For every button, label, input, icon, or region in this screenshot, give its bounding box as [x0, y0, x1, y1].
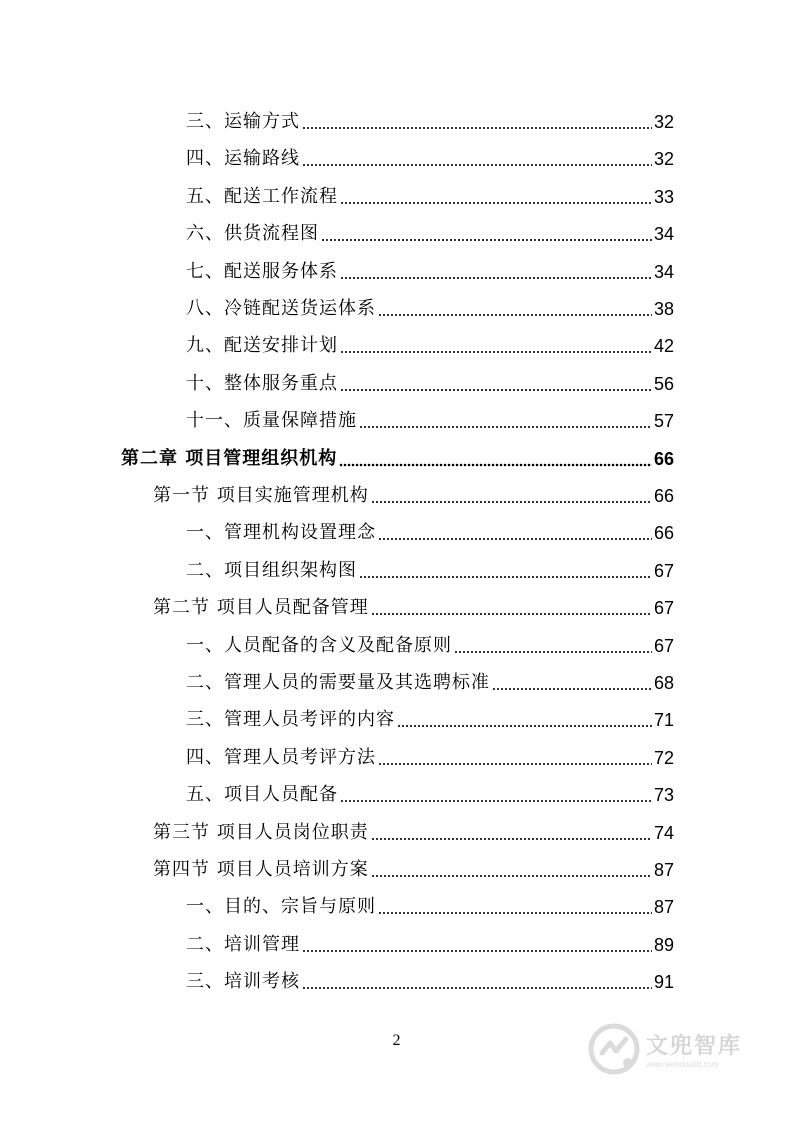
toc-entry-page: 73	[653, 785, 674, 805]
toc-leader-dots	[371, 482, 652, 504]
toc-leader-dots	[359, 557, 652, 579]
toc-leader-dots	[339, 445, 652, 467]
toc-entry[interactable]	[186, 254, 674, 284]
toc-entry-page: 66	[653, 523, 674, 543]
toc-entry-label: 六、供货流程图	[186, 223, 319, 244]
toc-entry-label: 第二节 项目人员配备管理	[153, 597, 369, 618]
toc-leader-dots	[340, 332, 652, 354]
toc-entry[interactable]	[153, 815, 674, 845]
toc-leader-dots	[340, 370, 652, 392]
toc-entry[interactable]	[186, 927, 674, 957]
toc-entry[interactable]	[153, 478, 674, 508]
toc-leader-dots	[302, 145, 652, 167]
toc-entry-page: 67	[653, 561, 674, 581]
toc-entry[interactable]	[186, 291, 674, 321]
toc-entry-page: 34	[653, 224, 674, 244]
toc-entry-page: 66	[653, 449, 674, 469]
toc-leader-dots	[340, 183, 652, 205]
toc-entry[interactable]	[186, 665, 674, 695]
toc-entry-label: 五、配送工作流程	[186, 186, 338, 207]
toc-entry-page: 56	[653, 374, 674, 394]
toc-leader-dots	[371, 819, 652, 841]
toc-leader-dots	[378, 519, 652, 541]
watermark-logo-icon	[588, 1023, 640, 1075]
toc-entry-page: 87	[653, 860, 674, 880]
toc-entry[interactable]	[186, 403, 674, 433]
toc-entry[interactable]	[186, 964, 674, 994]
toc-entry-label: 十、整体服务重点	[186, 373, 338, 394]
toc-entry-label: 四、管理人员考评方法	[186, 747, 376, 768]
toc-entry-page: 68	[653, 673, 674, 693]
toc-entry-page: 74	[653, 823, 674, 843]
toc-entry-label: 四、运输路线	[186, 148, 300, 169]
toc-entry-label: 第一节 项目实施管理机构	[153, 485, 369, 506]
toc-entry-page: 33	[653, 187, 674, 207]
toc-entry-page: 57	[653, 411, 674, 431]
toc-entry-page: 67	[653, 598, 674, 618]
toc-entry-label: 一、目的、宗旨与原则	[186, 896, 376, 917]
toc-entry[interactable]	[186, 366, 674, 396]
toc-leader-dots	[378, 744, 652, 766]
toc-entry-page: 32	[653, 112, 674, 132]
toc-entry-label: 八、冷链配送货运体系	[186, 298, 376, 319]
toc-entry-label: 三、管理人员考评的内容	[186, 709, 395, 730]
toc-entry[interactable]	[186, 515, 674, 545]
toc-leader-dots	[302, 931, 652, 953]
toc-leader-dots	[454, 632, 652, 654]
toc-entry[interactable]	[186, 179, 674, 209]
toc-entry-label: 一、人员配备的含义及配备原则	[186, 635, 452, 656]
toc-leader-dots	[359, 407, 652, 429]
toc-entry-label: 七、配送服务体系	[186, 261, 338, 282]
toc-entry-label: 第三节 项目人员岗位职责	[153, 822, 369, 843]
toc-entry[interactable]	[186, 628, 674, 658]
toc-entry-page: 42	[653, 336, 674, 356]
toc-leader-dots	[492, 669, 652, 691]
toc-entry-label: 第二章 项目管理组织机构	[121, 448, 338, 469]
toc-leader-dots	[371, 594, 652, 616]
toc-leader-dots	[378, 893, 652, 915]
toc-entry-label: 三、运输方式	[186, 111, 300, 132]
toc-entry-page: 66	[653, 486, 674, 506]
toc-entry-label: 二、管理人员的需要量及其选聘标准	[186, 672, 490, 693]
toc-entry[interactable]	[186, 216, 674, 246]
toc-entry[interactable]	[186, 328, 674, 358]
toc-entry-label: 第四节 项目人员培训方案	[153, 859, 369, 880]
watermark	[588, 1020, 758, 1078]
toc-entry-page: 71	[653, 710, 674, 730]
toc-entry-page: 91	[653, 972, 674, 992]
watermark-url: www.wendoulib.com	[646, 1060, 719, 1069]
toc-leader-dots	[378, 295, 652, 317]
toc-entry-label: 十一、质量保障措施	[186, 410, 357, 431]
toc-entry-label: 二、项目组织架构图	[186, 560, 357, 581]
toc-entry-page: 87	[653, 897, 674, 917]
toc-leader-dots	[340, 258, 652, 280]
toc-leader-dots	[340, 781, 652, 803]
toc-entry-label: 三、培训考核	[186, 971, 300, 992]
toc-entry-page: 38	[653, 299, 674, 319]
toc-entry-label: 二、培训管理	[186, 934, 300, 955]
toc-entry-page: 32	[653, 149, 674, 169]
toc-entry[interactable]	[121, 441, 674, 471]
toc-entry-page: 72	[653, 748, 674, 768]
toc-leader-dots	[321, 220, 652, 242]
toc-entry[interactable]	[153, 590, 674, 620]
toc-entry-label: 一、管理机构设置理念	[186, 522, 376, 543]
toc-entry[interactable]	[186, 104, 674, 134]
toc-entry[interactable]	[186, 702, 674, 732]
toc-leader-dots	[371, 856, 652, 878]
toc-leader-dots	[302, 968, 652, 990]
toc-entry[interactable]	[186, 740, 674, 770]
toc-entry-page: 89	[653, 935, 674, 955]
toc-entry-page: 34	[653, 262, 674, 282]
toc-leader-dots	[397, 706, 652, 728]
watermark-name: 文兜智库	[646, 1034, 743, 1059]
toc-leader-dots	[302, 108, 652, 130]
toc-entry[interactable]	[186, 553, 674, 583]
toc-entry[interactable]	[186, 777, 674, 807]
toc-entry[interactable]	[186, 141, 674, 171]
toc-entry[interactable]	[153, 852, 674, 882]
toc-entry-label: 九、配送安排计划	[186, 335, 338, 356]
toc-entry[interactable]	[186, 889, 674, 919]
toc-entry-page: 67	[653, 636, 674, 656]
toc-entry-label: 五、项目人员配备	[186, 784, 338, 805]
page-number: 2	[392, 1032, 401, 1049]
